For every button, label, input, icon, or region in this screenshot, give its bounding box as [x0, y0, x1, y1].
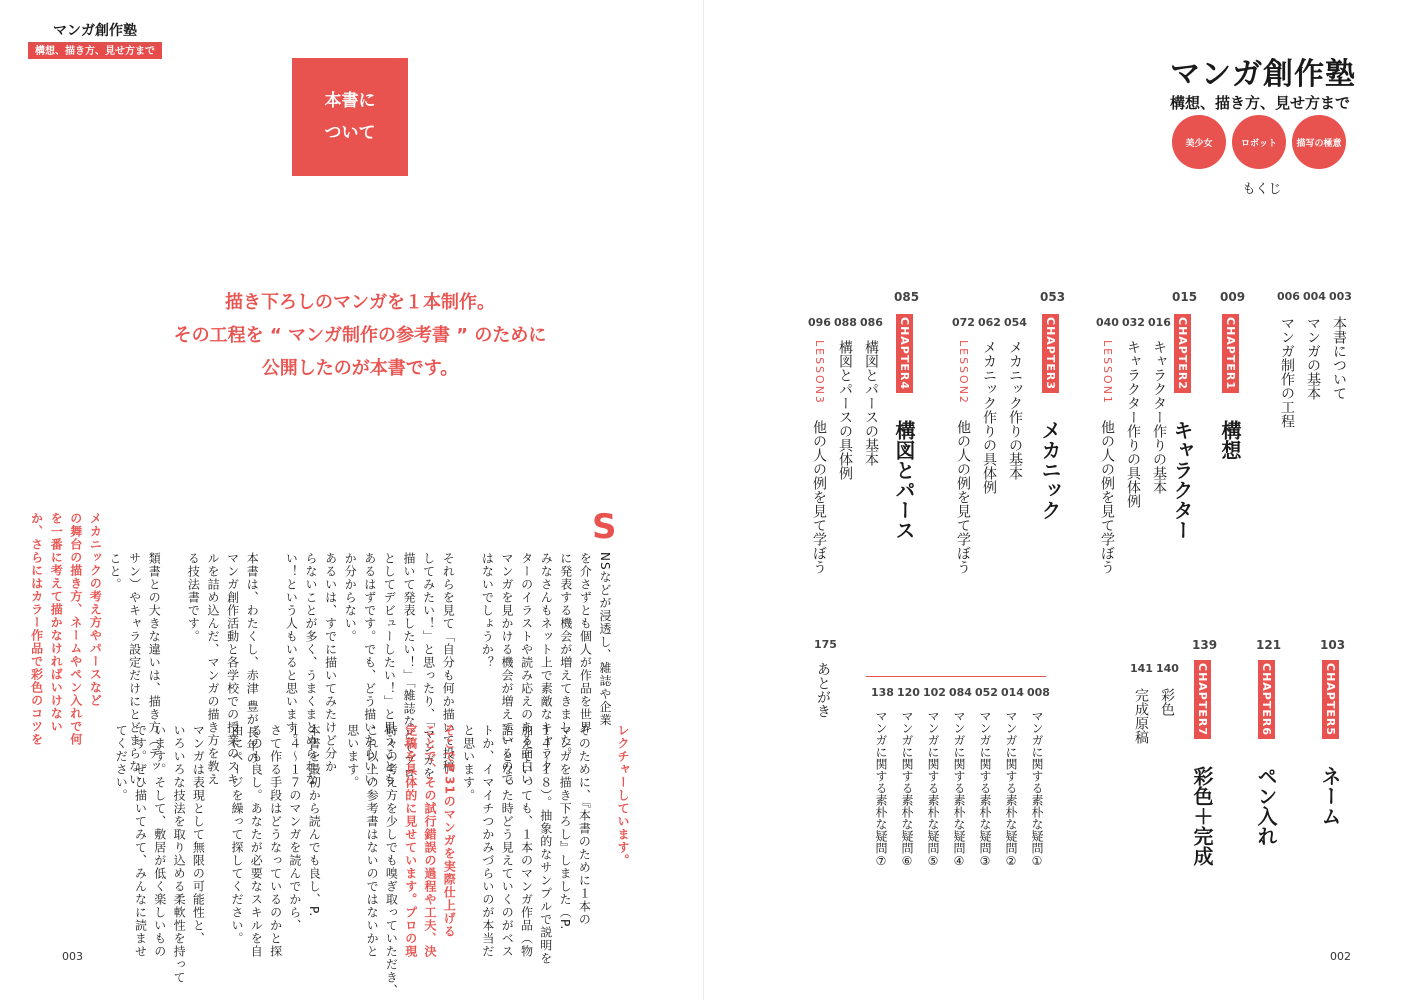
body-column: それらを見て「自分も何か描いて投稿	[441, 552, 456, 773]
chapter-title[interactable]: 構図とパース	[892, 420, 916, 540]
body-column: はないでしょうか？	[480, 552, 495, 669]
chapter-page-number: 121	[1256, 638, 1282, 652]
body-column: います。そして、敷居が低く楽しいもの	[152, 724, 167, 958]
chapter-title[interactable]: 彩色＋完成	[1190, 766, 1214, 866]
body-column: マンガ創作活動と各学校での授業のスキ	[225, 552, 240, 786]
toc-entry[interactable]: 他の人の例を見て学ぼう	[955, 420, 971, 574]
badge-robot: ロボット	[1232, 115, 1286, 169]
body-column: そこでP.31のマンガを実際仕上げる	[442, 724, 457, 938]
chapter-tag: CHAPTER7	[1194, 660, 1211, 739]
about-box-line-2: ついて	[324, 123, 376, 143]
toc-page-number: 003	[1329, 290, 1352, 303]
toc-entry[interactable]: メカニック作りの具体例	[981, 340, 997, 494]
faq-page-number: 102	[923, 686, 946, 699]
body-column: 本書を最初から読んでも良し、P.	[307, 724, 322, 918]
about-this-book-box	[292, 58, 408, 176]
lead-line-1: 描き下ろしのマンガを１本制作。	[225, 292, 495, 313]
body-column-highlight: を一番に考えて描かなければいけない	[49, 512, 64, 733]
body-column: 定稿を具体的に見せています。プロの現	[403, 724, 418, 958]
toc-page-number: 086	[860, 316, 883, 329]
page-number-left: 003	[62, 950, 83, 963]
chapter-tag: CHAPTER2	[1174, 314, 1191, 393]
body-column: としてデビューしたい！」と思うことも	[382, 552, 397, 786]
toc-page-number: 040	[1096, 316, 1119, 329]
toc-entry[interactable]: 他の人の例を見て学ぼう	[1099, 420, 1115, 574]
body-column: いろいろな技法を取り込める柔軟性を持って	[172, 724, 187, 984]
toc-entry[interactable]: メカニック作りの基本	[1007, 340, 1023, 480]
chapter-tag: CHAPTER3	[1042, 314, 1059, 393]
body-column: あるいは、すでに描いてみたけど分か	[323, 552, 338, 773]
drop-cap: S	[592, 507, 617, 547]
faq-entry[interactable]: マンガに関する素朴な疑問①	[1030, 710, 1044, 868]
badge-bishoujo: 美少女	[1172, 115, 1226, 169]
running-header-title: マンガ創作塾	[28, 20, 162, 44]
faq-page-number: 052	[975, 686, 998, 699]
body-column: 類書との大きな違いは、描き方（デッ	[147, 552, 162, 773]
toc-heading: もくじ	[1242, 182, 1282, 197]
body-column: マンガは表現として無限の可能性と、	[191, 724, 206, 945]
chapter-tag: CHAPTER6	[1258, 660, 1275, 739]
body-column: １４～１７のマンガを読んでから、	[287, 724, 302, 932]
toc-page-number: 016	[1148, 316, 1171, 329]
body-column: みなさんもネット上で素敵なキャラク	[539, 552, 554, 773]
chapter-page-number: 139	[1192, 638, 1218, 652]
body-column: ことで、その試行錯誤の過程や工夫、決	[423, 724, 437, 958]
chapter-page-number: 103	[1320, 638, 1346, 652]
body-column: ターのイラストや読み応えのある面白い	[519, 552, 534, 786]
body-column: あるはずです。でも、どう描いたらいい	[362, 552, 377, 786]
lesson-label: LESSON2	[957, 340, 970, 405]
body-column: してみたい！」と思ったり、「マンガを	[421, 552, 436, 780]
chapter-tag: CHAPTER1	[1222, 314, 1239, 393]
lesson-label: LESSON3	[813, 340, 826, 405]
toc-entry[interactable]: 構図とパースの具体例	[837, 340, 853, 480]
chapter-tag: CHAPTER5	[1322, 660, 1339, 739]
toc-entry[interactable]: 他の人の例を見て学ぼう	[811, 420, 827, 574]
chapter-page-number: 085	[894, 290, 920, 304]
toc-page-number: 088	[834, 316, 857, 329]
body-column: そのために、『本書のために１本の	[577, 724, 592, 926]
faq-page-number: 120	[897, 686, 920, 699]
body-column: い！という人もいると思います。	[284, 552, 299, 747]
book-subtitle: 構想、描き方、見せ方まで	[1170, 94, 1351, 112]
toc-page-number: 004	[1303, 290, 1326, 303]
running-header-subtitle: 構想、描き方、見せ方まで	[28, 44, 162, 59]
body-column: レクチャーしています。	[616, 724, 630, 867]
toc-page-number: 175	[814, 638, 837, 651]
chapter-title[interactable]: メカニック	[1038, 420, 1062, 520]
faq-entry[interactable]: マンガに関する素朴な疑問⑥	[900, 710, 914, 868]
body-column: らないことが多く、うまくまとめられな	[304, 552, 318, 786]
faq-entry[interactable]: マンガに関する素朴な疑問⑤	[926, 710, 940, 868]
body-column-highlight: か、さらにはカラー作品で彩色のコツを	[29, 512, 44, 746]
body-column: る技法書です。	[186, 552, 201, 643]
body-column: です。ぜひ描いてみて、みんなに読ませ	[133, 724, 148, 958]
badge-depiction: 描写の極意	[1292, 115, 1346, 169]
body-column: 加えていっても、１本のマンガ作品（物	[519, 724, 534, 958]
book-title: マンガ創作塾	[1170, 57, 1356, 92]
body-column: さて作る手段はどうなっているのかと探	[268, 724, 283, 958]
faq-entry[interactable]: マンガに関する素朴な疑問③	[978, 710, 992, 868]
toc-entry[interactable]: キャラクター作りの具体例	[1125, 340, 1141, 508]
body-column: てください。	[114, 724, 129, 802]
chapter-title[interactable]: ペン入れ	[1254, 766, 1278, 846]
body-column: １４～１８）。抽象的なサンプルで説明を	[538, 724, 553, 965]
chapter-tag: CHAPTER4	[896, 314, 913, 393]
faq-page-number: 138	[871, 686, 894, 699]
toc-entry[interactable]: 本書について	[1331, 316, 1347, 400]
chapter-page-number: 053	[1040, 290, 1066, 304]
body-column: サン）やキャラ設定だけにとどまらない	[127, 552, 142, 786]
body-column: に発表する機会が増えてきました。	[558, 552, 573, 760]
toc-page-number: 062	[978, 316, 1001, 329]
body-column-highlight: の舞台の描き方、ネームやペン入れで何	[68, 512, 83, 746]
lesson-label: LESSON1	[1101, 340, 1114, 405]
faq-entry[interactable]: マンガに関する素朴な疑問④	[952, 710, 966, 868]
body-column: 描いて発表したい！」「雑誌などでプロ	[402, 552, 416, 780]
toc-entry[interactable]: あとがき	[815, 662, 831, 718]
toc-page-number: 006	[1277, 290, 1300, 303]
faq-divider	[866, 676, 1046, 677]
body-column: るのも良し。あなたが必要なスキルを自	[249, 724, 264, 958]
body-column: 語）となった時どう見えていくのがベス	[500, 724, 515, 958]
body-column-highlight: メカニックの考え方やパースなど	[88, 512, 103, 707]
body-column: 思います。	[345, 724, 360, 789]
chapter-title[interactable]: キャラクター	[1170, 420, 1194, 540]
body-column: 時々の考え方を少しでも嗅ぎ取っていただき、	[384, 724, 399, 997]
faq-entry[interactable]: マンガに関する素朴な疑問⑦	[874, 710, 888, 868]
chapter-page-number: 015	[1172, 290, 1198, 304]
chapter-title[interactable]: 構想	[1218, 420, 1242, 460]
toc-entry[interactable]: 彩色	[1159, 688, 1175, 716]
toc-page-number: 141	[1130, 662, 1153, 675]
body-column: マンガを描き下ろし』しました（P.	[558, 724, 573, 931]
page-fold	[703, 0, 704, 1000]
body-column: トか、イマイチつかみづらいのが本当だ	[480, 724, 495, 958]
body-column: か分からない。	[343, 552, 358, 643]
toc-entry[interactable]: マンガ制作の工程	[1279, 316, 1295, 428]
body-column: こと。	[108, 552, 122, 591]
lead-line-3: 公開したのが本書です。	[261, 358, 459, 379]
toc-entry[interactable]: マンガの基本	[1305, 316, 1321, 400]
body-column: NSなどが浸透し、雑誌や企業	[598, 552, 612, 727]
toc-entry[interactable]: 構図とパースの基本	[863, 340, 879, 466]
chapter-page-number: 009	[1220, 290, 1246, 304]
about-box-line-1: 本書に	[324, 91, 376, 111]
toc-page-number: 096	[808, 316, 831, 329]
body-column: マンガを見かける機会が増えているので	[500, 552, 514, 786]
toc-entry[interactable]: 完成原稿	[1133, 688, 1149, 744]
faq-page-number: 008	[1027, 686, 1050, 699]
toc-page-number: 032	[1122, 316, 1145, 329]
toc-page-number: 072	[952, 316, 975, 329]
body-column: を介さずとも個人が作品を世界	[578, 552, 593, 734]
body-column: 本書は、わたくし、赤津 豊が長年の	[245, 552, 260, 765]
chapter-title[interactable]: ネーム	[1318, 766, 1342, 826]
page-number-right: 002	[1330, 950, 1351, 963]
toc-page-number: 054	[1004, 316, 1027, 329]
body-column: と思います。	[461, 724, 476, 802]
lead-text	[120, 286, 600, 385]
faq-entry[interactable]: マンガに関する素朴な疑問②	[1004, 710, 1018, 868]
toc-entry[interactable]: キャラクター作りの基本	[1151, 340, 1167, 494]
faq-page-number: 014	[1001, 686, 1024, 699]
lead-line-2: その工程を “ マンガ制作の参考書 ” のために	[173, 325, 547, 346]
body-column: 由にページを繰って探してください。	[230, 724, 244, 945]
body-column: これ以上の参考書はないのではないかと	[365, 724, 380, 958]
body-column: ルを詰め込んだ、マンガの描き方を教え	[206, 552, 220, 786]
faq-page-number: 084	[949, 686, 972, 699]
toc-page-number: 140	[1156, 662, 1179, 675]
